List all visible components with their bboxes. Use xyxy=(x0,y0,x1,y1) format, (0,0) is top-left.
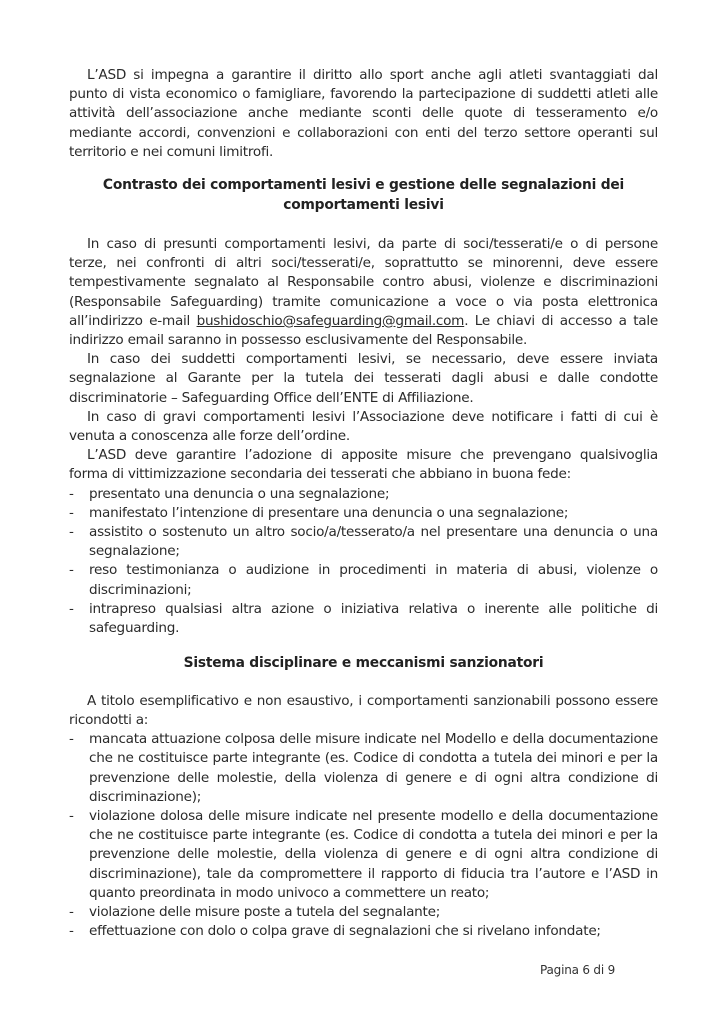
list-item xyxy=(69,523,658,561)
list-item xyxy=(69,485,658,504)
list-item xyxy=(69,504,658,523)
list-item-text: reso testimonianza o audizione in procedimenti in materia di abusi, violenze o discriminazioni; xyxy=(89,562,658,598)
dash-bullet-icon: - xyxy=(69,923,74,940)
dash-bullet-icon: - xyxy=(69,600,74,617)
dash-bullet-icon: - xyxy=(69,504,74,521)
dash-bullet-icon: - xyxy=(69,731,74,748)
paragraph-text: In caso di presunti comportamenti lesivi, da parte di soci/tesserati/e o di persone terze, nei confronti di altri soci/tesserati/e, soprattutto se minorenni, deve essere tempestivamente segnalato al Responsabile contro abusi, violenze e discriminazioni (Responsabile Safeguarding) tramite comunicazione a voce o via posta elettronica all’indirizzo e-mail xyxy=(69,236,658,329)
list-item xyxy=(69,903,658,922)
dash-bullet-icon: - xyxy=(69,485,74,502)
intro-paragraph: L’ASD si impegna a garantire il diritto allo sport anche agli atleti svantaggiati dal punto di vista economico o famigliare, favorendo la partecipazione di suddetti atleti alle attività dell’associazione anche mediante sconti delle quote di tesseramento e/o mediante accordi, convenzioni e collaborazioni con enti del terzo settore operanti sul territorio e nei comuni limitrofi. xyxy=(69,67,658,160)
section-contrasto xyxy=(69,176,658,638)
list-item-text: intrapreso qualsiasi altra azione o iniziativa relativa o inerente alle politiche di safeguarding. xyxy=(89,600,658,637)
section-heading-sistema: Sistema disciplinare e meccanismi sanzionatori xyxy=(183,655,544,672)
list-item-text: mancata attuazione colposa delle misure indicate nel Modello e della documentazione che ne costituisce parte integrante (es. Codice di condotta a tutela dei minori e per la prevenzione delle molestie, della violenza di genere e di ogni altra condizione di discriminazione); xyxy=(89,731,658,805)
list-item-text: manifestato l’intenzione di presentare una denuncia o una segnalazione; xyxy=(89,504,569,521)
paragraph-comportamenti-sanzionabili: A titolo esemplificativo e non esaustivo, i comportamenti sanzionabili possono essere ricondotti a: xyxy=(69,692,658,728)
dash-bullet-icon: - xyxy=(69,562,74,579)
section-heading-contrasto: Contrasto dei comportamenti lesivi e gestione delle segnalazioni dei comportamenti lesivi xyxy=(102,177,625,213)
list-item-text: presentato una denuncia o una segnalazione; xyxy=(89,485,390,502)
list-item-text: violazione delle misure poste a tutela del segnalante; xyxy=(89,904,441,921)
page-number: Pagina 6 di 9 xyxy=(540,963,616,977)
paragraph-segnalazione xyxy=(69,235,658,350)
list-item xyxy=(69,730,658,807)
list-vittimizzazione xyxy=(69,485,658,639)
dash-bullet-icon: - xyxy=(69,904,74,921)
list-item xyxy=(69,807,658,903)
section-sistema xyxy=(69,654,658,941)
dash-bullet-icon: - xyxy=(69,808,74,824)
dash-bullet-icon: - xyxy=(69,524,74,541)
paragraph-garante: In caso dei suddetti comportamenti lesivi, se necessario, deve essere inviata segnalazione al Garante per la tutela dei tesserati dagli abusi e dalle condotte discriminatorie – Safeguarding Office dell’ENTE di Affiliazione. xyxy=(69,351,658,406)
paragraph-vittimizzazione: L’ASD deve garantire l’adozione di apposite misure che prevengano qualsivoglia forma di vittimizzazione secondaria dei tesserati che abbiano in buona fede: xyxy=(69,447,658,483)
paragraph-forze-ordine: In caso di gravi comportamenti lesivi l’Associazione deve notificare i fatti di cui è venuta a conoscenza alle forze dell’ordine. xyxy=(69,408,658,445)
list-item-text: effettuazione con dolo o colpa grave di segnalazioni che si rivelano infondate; xyxy=(89,923,601,940)
email-link[interactable]: bushidoschio@safeguarding@gmail.com xyxy=(196,312,465,329)
list-item-text: violazione dolosa delle misure indicate nel presente modello e della documentazione che ne costituisce parte integrante (es. Codice di condotta a tutela dei minori e per la prevenzione delle molestie, della violenza di genere e di ogni altra condizione di discriminazione), tale da compromettere il rapporto di fiducia tra l’autore e l’ASD in quanto preordinata in modo univoco a commettere un reato; xyxy=(89,808,658,901)
list-item xyxy=(69,561,658,599)
paragraph-text: . Le chiavi di accesso a tale indirizzo email saranno in possesso esclusivamente del Responsabile. xyxy=(69,312,658,349)
document-page xyxy=(69,66,658,941)
list-item xyxy=(69,922,658,941)
list-item xyxy=(69,600,658,638)
list-sanzioni xyxy=(69,730,658,941)
list-item-text: assistito o sostenuto un altro socio/a/tesserato/a nel presentare una denuncia o una segnalazione; xyxy=(89,524,658,560)
